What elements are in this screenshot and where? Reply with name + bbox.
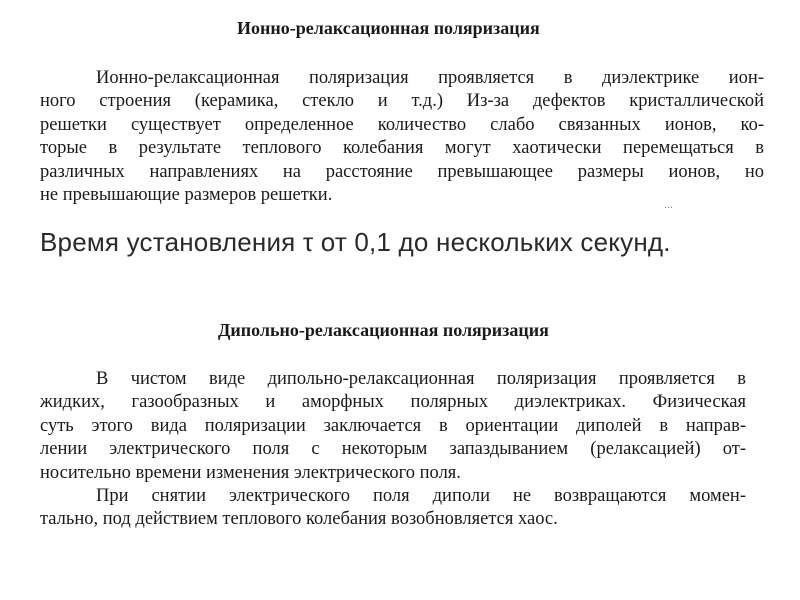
relaxation-time-note: Время установления τ от 0,1 до нескольких секунд. [40,227,671,257]
section-title-ionic: Ионно-релаксационная поляризация [237,18,540,38]
text-line: различных направлениях на расстояние превышающее размеры ионов, но [40,161,764,182]
text-line: суть этого вида поляризации заключается в ориентации диполей в направ- [40,415,746,436]
paragraph-dipole [40,368,746,532]
text-line: При снятии электрического поля диполи не возвращаются момен- [96,486,746,507]
text-line: жидких, газообразных и аморфных полярных диэлектриках. Физическая [40,392,746,413]
text-line: торые в результате теплового колебания могут хаотически перемещаться в [40,138,764,159]
text-line: Ионно-релаксационная поляризация проявляется в диэлектрике ион- [96,68,764,88]
text-line: не превышающие размеров решетки. [40,185,333,206]
text-line: лении электрического поля с некоторым запаздыванием (релаксацией) от- [40,439,746,460]
text-line: тально, под действием теплового колебания возобновляется хаос. [40,509,558,530]
scan-artifact: … [664,200,674,210]
text-line: В чистом виде дипольно-релаксационная поляризация проявляется в [96,369,746,389]
text-line: решетки существует определенное количество слабо связанных ионов, ко- [40,114,764,135]
section-title-dipole: Дипольно-релаксационная поляризация [218,320,549,340]
text-line: носительно времени изменения электрического поля. [40,462,461,483]
paragraph-ionic [40,67,764,207]
text-line: ного строения (керамика, стекло и т.д.) Из-за дефектов кристаллической [40,91,764,112]
